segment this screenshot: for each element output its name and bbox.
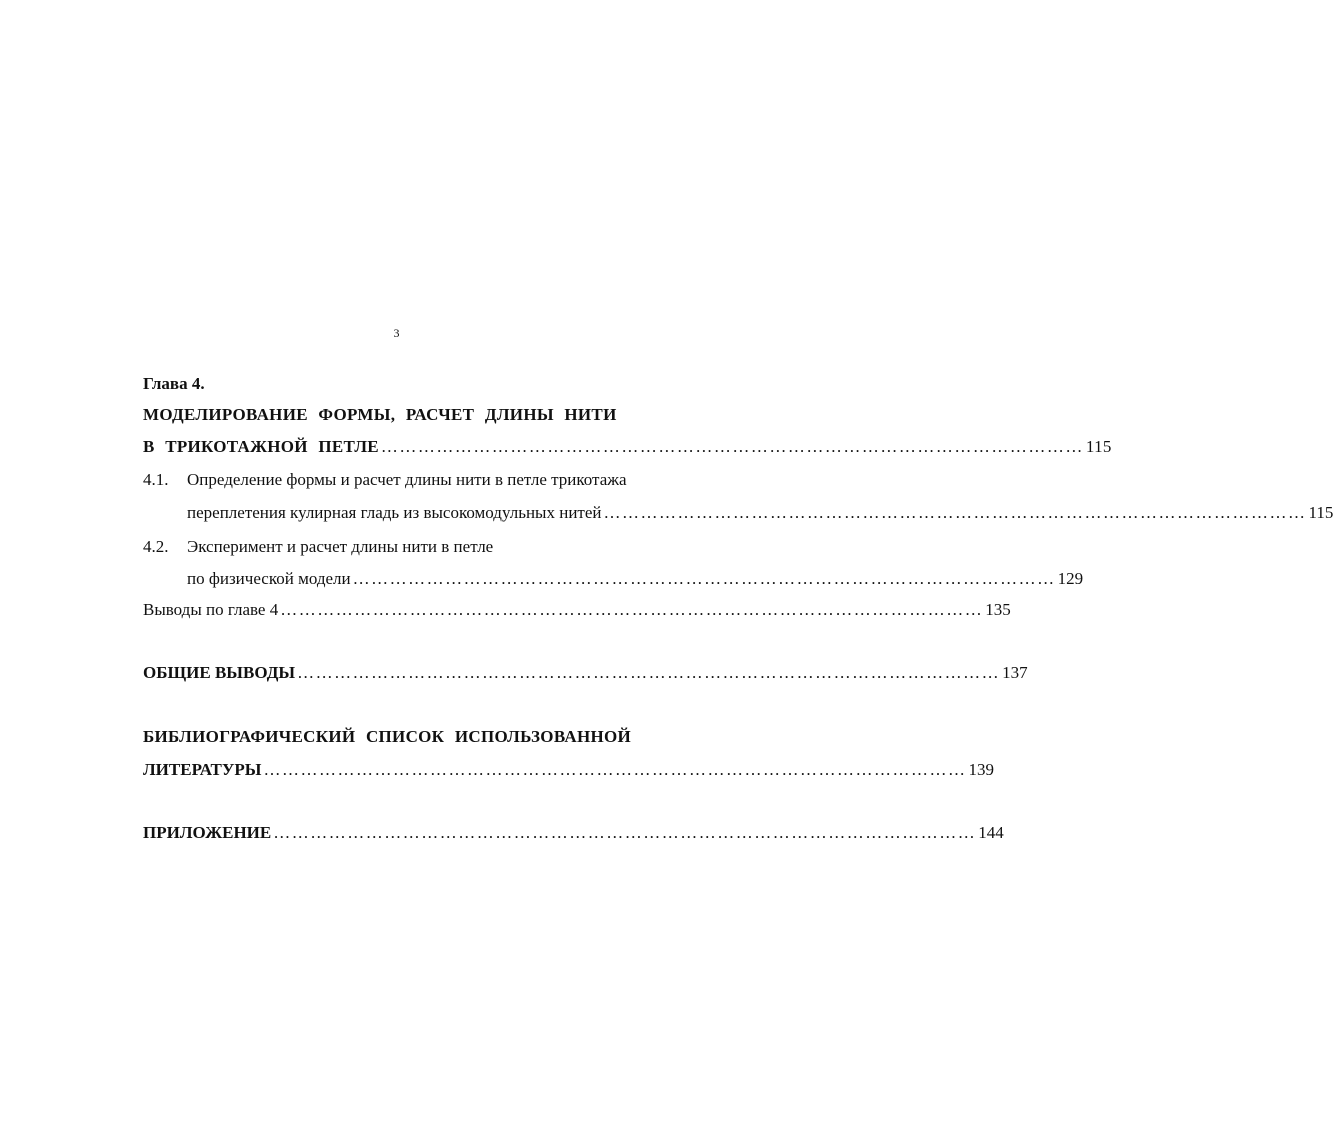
- toc-bibliography[interactable]: [143, 760, 994, 780]
- general-conclusions-text: ОБЩИЕ ВЫВОДЫ: [143, 663, 296, 682]
- conclusions-page: 135: [985, 600, 1011, 619]
- toc-section-4-2[interactable]: [143, 537, 493, 557]
- appendix-text: ПРИЛОЖЕНИЕ: [143, 823, 272, 842]
- leader-dots: ……………………………………………………………………………………………………: [297, 663, 1001, 682]
- chapter-title-line1: МОДЕЛИРОВАНИЕ ФОРМЫ, РАСЧЕТ ДЛИНЫ НИТИ: [143, 405, 617, 424]
- toc-chapter-entry[interactable]: [143, 437, 1112, 457]
- bibliography-line2: ЛИТЕРАТУРЫ: [143, 760, 262, 779]
- section-page: 129: [1057, 569, 1084, 588]
- leader-dots: ……………………………………………………………………………………………………: [380, 437, 1084, 456]
- leader-dots: ……………………………………………………………………………………………………: [603, 503, 1307, 522]
- section-title-line1: Эксперимент и расчет длины нити в петле: [187, 537, 494, 556]
- section-title-line2: переплетения кулирная гладь из высокомодульных нитей: [187, 503, 602, 522]
- chapter-label-text: Глава 4.: [143, 374, 205, 393]
- toc-general-conclusions[interactable]: [143, 663, 1028, 683]
- appendix-page: 144: [978, 823, 1004, 842]
- toc-bibliography-line1[interactable]: [143, 727, 631, 747]
- section-title-line1: Определение формы и расчет длины нити в петле трикотажа: [187, 470, 627, 489]
- leader-dots: ……………………………………………………………………………………………………: [273, 823, 977, 842]
- section-title-line2: по физической модели: [187, 569, 351, 588]
- chapter-page: 115: [1085, 437, 1112, 456]
- toc-appendix[interactable]: [143, 823, 1004, 843]
- toc-section-4-1-cont[interactable]: [187, 503, 1333, 523]
- section-number: 4.2.: [143, 537, 169, 556]
- leader-dots: ……………………………………………………………………………………………………: [263, 760, 967, 779]
- toc-section-4-2-cont[interactable]: [187, 569, 1084, 589]
- toc-conclusions[interactable]: [143, 600, 1011, 620]
- page-number: 3: [393, 326, 400, 340]
- toc-chapter-title-line1: [143, 405, 617, 425]
- toc-chapter-label: [143, 374, 205, 394]
- bibliography-page: 139: [968, 760, 994, 779]
- general-conclusions-page: 137: [1002, 663, 1028, 682]
- toc-section-4-1[interactable]: [143, 470, 627, 490]
- chapter-title-line2: В ТРИКОТАЖНОЙ ПЕТЛЕ: [143, 437, 379, 456]
- bibliography-line1: БИБЛИОГРАФИЧЕСКИЙ СПИСОК ИСПОЛЬЗОВАННОЙ: [143, 727, 632, 746]
- section-number: 4.1.: [143, 470, 169, 489]
- section-page: 115: [1308, 503, 1333, 522]
- conclusions-text: Выводы по главе 4: [143, 600, 279, 619]
- leader-dots: ……………………………………………………………………………………………………: [280, 600, 984, 619]
- leader-dots: ……………………………………………………………………………………………………: [352, 569, 1056, 588]
